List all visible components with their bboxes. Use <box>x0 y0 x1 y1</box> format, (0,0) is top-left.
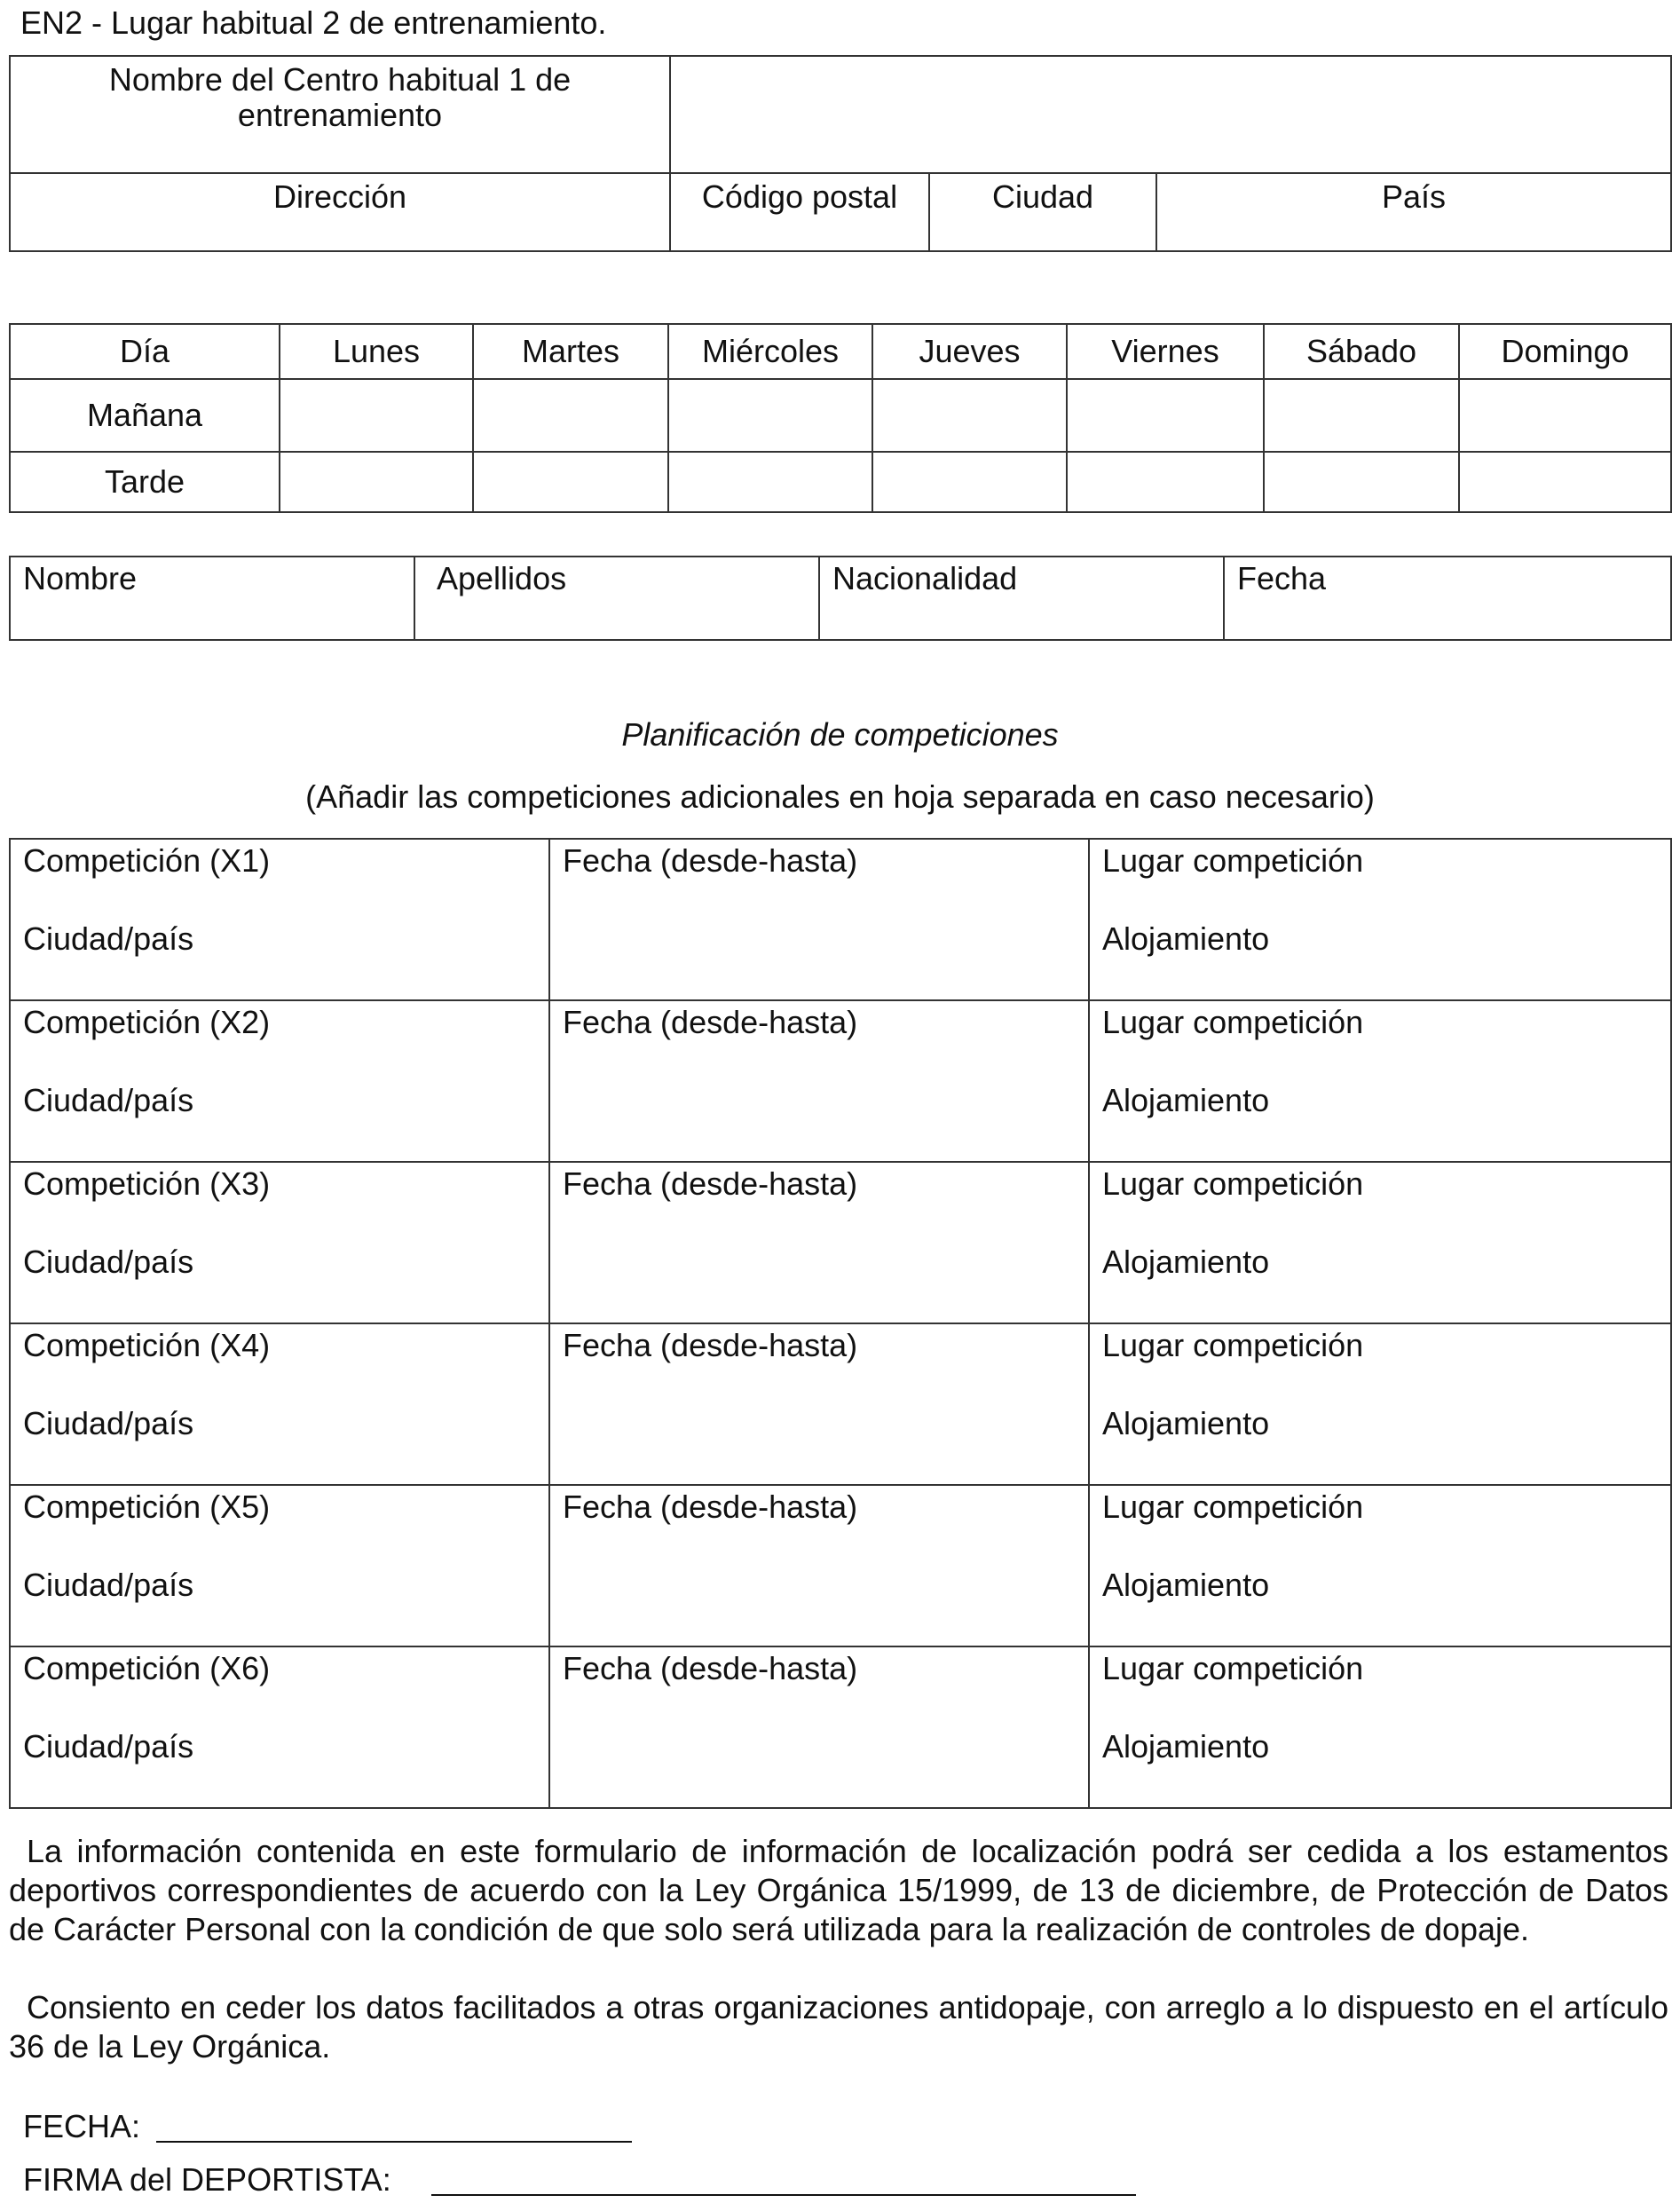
dates-cell[interactable] <box>549 839 1089 1000</box>
postal-code-field[interactable] <box>670 173 929 251</box>
morning-monday-cell[interactable] <box>280 379 473 452</box>
section-title: EN2 - Lugar habitual 2 de entrenamiento. <box>20 4 607 41</box>
address-field[interactable] <box>10 173 670 251</box>
competitions-table <box>9 838 1672 1809</box>
day-sunday: Domingo <box>1459 324 1671 379</box>
date-label: Fecha <box>1237 560 1327 596</box>
signature-date-label: FECHA: <box>23 2108 141 2144</box>
training-center-table <box>9 55 1672 252</box>
athlete-signature-label: FIRMA del DEPORTISTA: <box>23 2161 391 2198</box>
postal-code-label: Código postal <box>701 178 898 215</box>
date-signature-row <box>23 2109 140 2144</box>
competition-cell[interactable] <box>10 1000 549 1162</box>
venue-cell[interactable] <box>1089 1485 1671 1646</box>
competition-row <box>10 1646 1671 1808</box>
city-field[interactable] <box>929 173 1156 251</box>
dates-cell[interactable] <box>549 1323 1089 1485</box>
competition-label: Competición (X5) <box>23 1488 271 1525</box>
city-label: Ciudad/país <box>23 1405 194 1441</box>
day-monday: Lunes <box>280 324 473 379</box>
competition-label: Competición (X6) <box>23 1650 271 1686</box>
day-friday: Viernes <box>1067 324 1264 379</box>
data-transfer-paragraph: La información contenida en este formulario de información de localización podrá ser cedida a los estamentos deportivos correspondientes de acuerdo con la Ley Orgánica 15/1999, de 13 de diciembre, de Protección de Datos de Carácter Personal con la condición de que solo será utilizada para la realización de controles de dopaje. <box>9 1833 1668 1947</box>
morning-label: Mañana <box>10 379 280 452</box>
competition-cell[interactable] <box>10 1323 549 1485</box>
city-label: Ciudad/país <box>23 920 194 957</box>
city-label: Ciudad/país <box>23 1082 194 1118</box>
address-label: Dirección <box>272 178 407 215</box>
day-saturday: Sábado <box>1264 324 1459 379</box>
morning-wednesday-cell[interactable] <box>668 379 872 452</box>
afternoon-monday-cell[interactable] <box>280 452 473 512</box>
venue-label: Lugar competición <box>1102 1165 1364 1202</box>
surname-label: Apellidos <box>437 560 567 596</box>
morning-tuesday-cell[interactable] <box>473 379 668 452</box>
morning-saturday-cell[interactable] <box>1264 379 1459 452</box>
planning-subtitle: (Añadir las competiciones adicionales en hoja separada en caso necesario) <box>305 778 1375 815</box>
competition-row <box>10 1162 1671 1323</box>
venue-label: Lugar competición <box>1102 1650 1364 1686</box>
afternoon-saturday-cell[interactable] <box>1264 452 1459 512</box>
city-label: Ciudad/país <box>23 1567 194 1603</box>
dates-label: Fecha (desde-hasta) <box>563 1650 858 1686</box>
lodging-label: Alojamiento <box>1102 1244 1270 1280</box>
dates-label: Fecha (desde-hasta) <box>563 1004 858 1040</box>
dates-cell[interactable] <box>549 1000 1089 1162</box>
venue-label: Lugar competición <box>1102 842 1364 879</box>
morning-sunday-cell[interactable] <box>1459 379 1671 452</box>
competition-label: Competición (X1) <box>23 842 271 879</box>
day-tuesday: Martes <box>473 324 668 379</box>
morning-friday-cell[interactable] <box>1067 379 1264 452</box>
afternoon-sunday-cell[interactable] <box>1459 452 1671 512</box>
signature-date-line[interactable] <box>156 2141 632 2143</box>
city-label: Ciudad/país <box>23 1728 194 1765</box>
competition-row <box>10 1323 1671 1485</box>
competition-row <box>10 1000 1671 1162</box>
day-header: Día <box>10 324 280 379</box>
competition-cell[interactable] <box>10 1162 549 1323</box>
athlete-signature-row <box>23 2162 391 2198</box>
surname-field[interactable] <box>414 557 819 640</box>
afternoon-label: Tarde <box>10 452 280 512</box>
competition-cell[interactable] <box>10 839 549 1000</box>
name-field[interactable] <box>10 557 414 640</box>
city-label: Ciudad <box>991 178 1094 215</box>
dates-label: Fecha (desde-hasta) <box>563 1327 858 1363</box>
venue-cell[interactable] <box>1089 1000 1671 1162</box>
center-name-label-cell <box>10 56 670 173</box>
competition-row <box>10 839 1671 1000</box>
lodging-label: Alojamiento <box>1102 1567 1270 1603</box>
competition-label: Competición (X2) <box>23 1004 271 1040</box>
afternoon-thursday-cell[interactable] <box>872 452 1067 512</box>
day-thursday: Jueves <box>872 324 1067 379</box>
dates-label: Fecha (desde-hasta) <box>563 842 858 879</box>
lodging-label: Alojamiento <box>1102 920 1270 957</box>
venue-label: Lugar competición <box>1102 1004 1364 1040</box>
nationality-label: Nacionalidad <box>832 560 1018 596</box>
lodging-label: Alojamiento <box>1102 1728 1270 1765</box>
dates-cell[interactable] <box>549 1646 1089 1808</box>
venue-label: Lugar competición <box>1102 1488 1364 1525</box>
consent-paragraph: Consiento en ceder los datos facilitados a otras organizaciones antidopaje, con arreglo a lo dispuesto en el artículo 36 de la Ley Orgánica. <box>9 1989 1668 2065</box>
name-label: Nombre <box>23 560 138 596</box>
planning-title: Planificación de competiciones <box>621 716 1059 753</box>
lodging-label: Alojamiento <box>1102 1405 1270 1441</box>
city-label: Ciudad/país <box>23 1244 194 1280</box>
venue-cell[interactable] <box>1089 1323 1671 1485</box>
morning-thursday-cell[interactable] <box>872 379 1067 452</box>
competition-cell[interactable] <box>10 1646 549 1808</box>
afternoon-tuesday-cell[interactable] <box>473 452 668 512</box>
date-field[interactable] <box>1224 557 1671 640</box>
afternoon-wednesday-cell[interactable] <box>668 452 872 512</box>
center-name-field[interactable] <box>670 56 1671 173</box>
lodging-label: Alojamiento <box>1102 1082 1270 1118</box>
venue-label: Lugar competición <box>1102 1327 1364 1363</box>
weekly-schedule-table <box>9 323 1672 513</box>
venue-cell[interactable] <box>1089 1646 1671 1808</box>
nationality-field[interactable] <box>819 557 1224 640</box>
day-wednesday: Miércoles <box>668 324 872 379</box>
dates-label: Fecha (desde-hasta) <box>563 1165 858 1202</box>
dates-label: Fecha (desde-hasta) <box>563 1488 858 1525</box>
competition-label: Competición (X4) <box>23 1327 271 1363</box>
athlete-signature-line[interactable] <box>431 2194 1136 2196</box>
country-field[interactable] <box>1156 173 1671 251</box>
athlete-info-table <box>9 556 1672 641</box>
venue-cell[interactable] <box>1089 839 1671 1000</box>
competition-row <box>10 1485 1671 1646</box>
venue-cell[interactable] <box>1089 1162 1671 1323</box>
competition-cell[interactable] <box>10 1485 549 1646</box>
dates-cell[interactable] <box>549 1485 1089 1646</box>
dates-cell[interactable] <box>549 1162 1089 1323</box>
afternoon-friday-cell[interactable] <box>1067 452 1264 512</box>
country-label: País <box>1381 178 1447 215</box>
center-name-label: Nombre del Centro habitual 1 de entrenamiento <box>108 61 572 133</box>
competition-label: Competición (X3) <box>23 1165 271 1202</box>
